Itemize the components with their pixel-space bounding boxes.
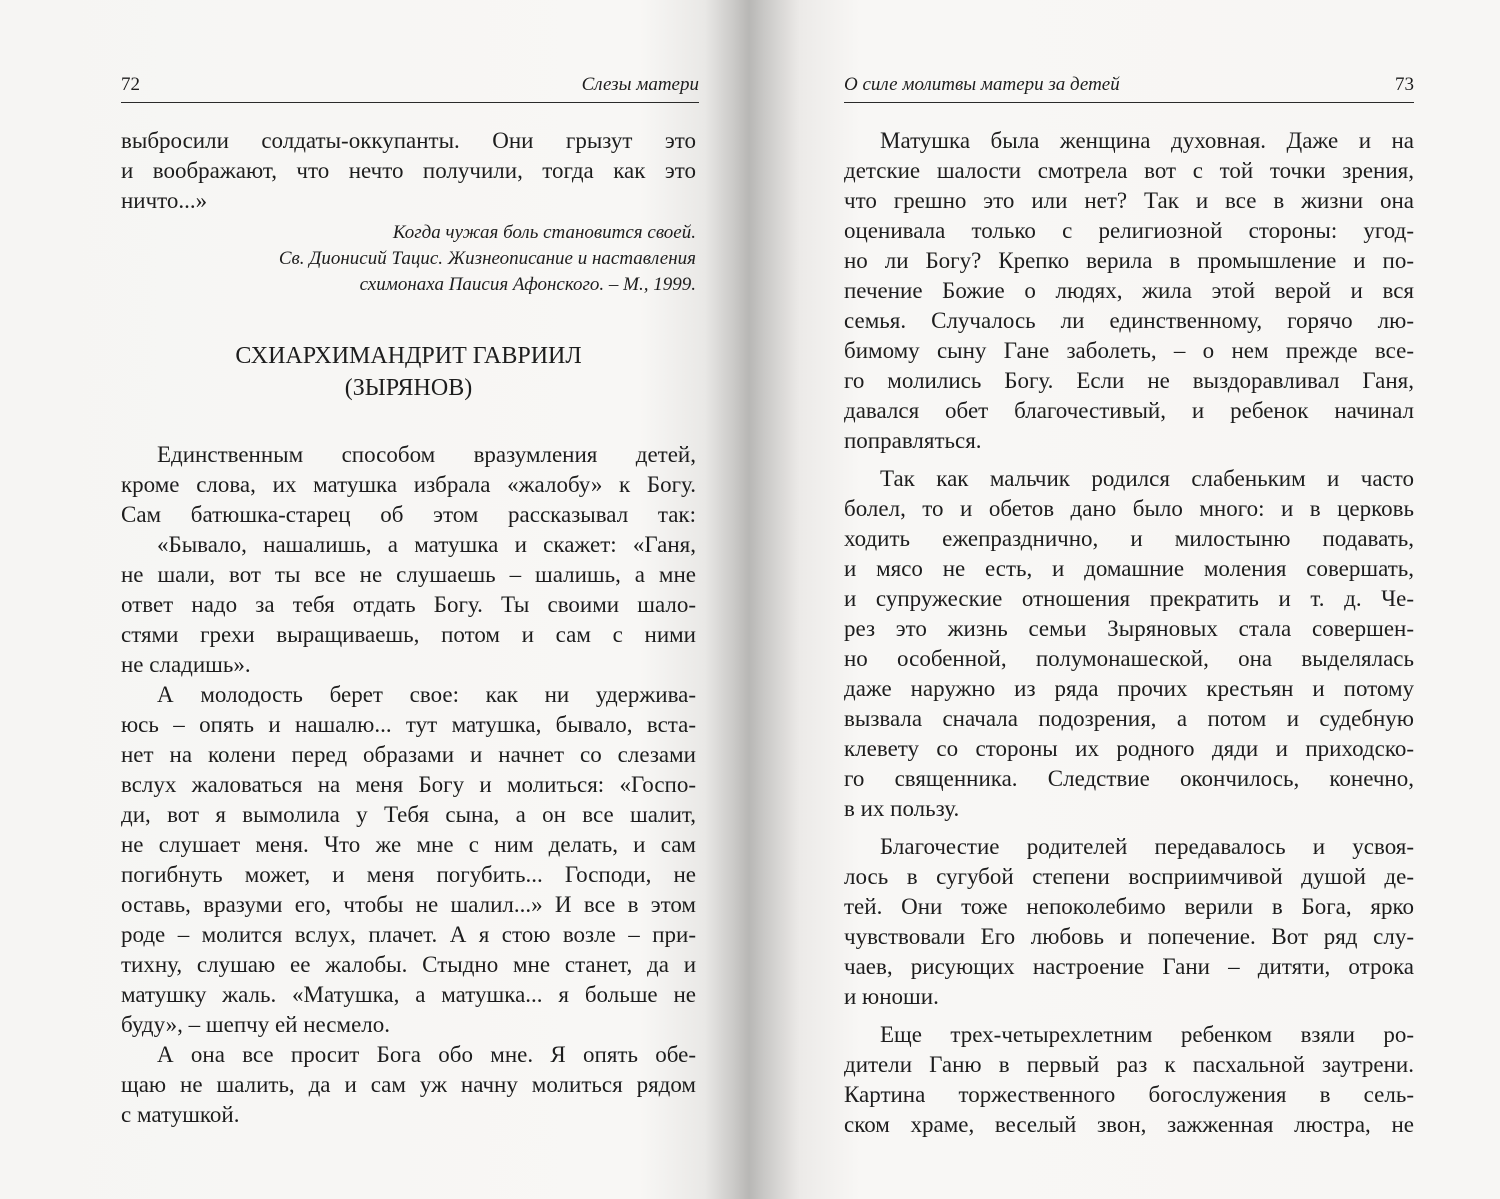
text-line: «Бывало, нашалишь, а матушка и скажет: «Ганя, [157,532,696,557]
left-page-number: 72 [121,74,140,95]
right-page [750,0,1500,1199]
citation-line: схимонаха Паисия Афонского. – М., 1999. [359,274,696,295]
text-line: А она все просит Бога обо мне. Я опять обе- [157,1042,696,1067]
right-paragraph-2 [844,464,1414,824]
citation-block [121,220,696,298]
text-line: оценивала только с религиозной стороны: угод- [844,218,1414,243]
right-running-head [844,74,1414,103]
left-paragraph-4 [121,1040,696,1130]
text-line: Еще трех-четырехлетним ребенком взяли ро- [880,1022,1414,1047]
text-line: чувствовали Его любовь и попечение. Вот ряд слу- [844,924,1414,949]
text-line: рез это жизнь семьи Зыряновых стала совершен- [844,616,1414,641]
text-line: выбросили солдаты-оккупанты. Они грызут это [121,128,696,153]
text-line: Благочестие родителей передавалось и усвоя- [880,834,1414,859]
text-line: тихну, слушаю ее жалобы. Стыдно мне станет, да и [121,952,696,977]
text-line: и мясо не есть, и домашние моления совершать, [844,556,1414,581]
left-running-head [121,74,699,103]
text-line: Единственным способом вразумления детей, [157,442,696,467]
right-paragraph-4 [844,1020,1414,1140]
text-line: А молодость берет свое: как ни удержива- [157,682,696,707]
text-line: матушку жаль. «Матушка, а матушка... я больше не [121,982,696,1007]
text-line: не слушает меня. Что же мне с ним делать, и сам [121,832,696,857]
text-line: поправляться. [844,428,982,453]
right-page-number: 73 [1395,74,1414,95]
text-line: но особенной, полумонашеской, она выделялась [844,646,1414,671]
text-line: го священника. Следствие окончилось, конечно, [844,766,1414,791]
text-line: бимому сыну Гане заболеть, – о нем прежде все- [844,338,1414,363]
text-line: ходить ежепразднично, и милостыню подавать, [844,526,1414,551]
text-line: и воображают, что нечто получили, тогда как это [121,158,696,183]
text-line: кроме слова, их матушка избрала «жалобу» к Богу. [121,472,696,497]
text-line: семья. Случалось ли единственному, горячо лю- [844,308,1414,333]
right-page-text [844,126,1414,1140]
text-line: вслух жаловаться на меня Богу и молиться: «Госпо- [121,772,696,797]
text-line: и супружеские отношения прекратить и т. д. Че- [844,586,1414,611]
text-line: в их пользу. [844,796,960,821]
text-line: буду», – шепчу ей несмело. [121,1012,391,1037]
text-line: роде – молится вслух, плачет. А я стою возле – при- [121,922,696,947]
text-line: чаев, рисующих настроение Гани – дитяти, отрока [844,954,1414,979]
left-paragraph-3 [121,680,696,1040]
text-line: давался обет благочестивый, и ребенок начинал [844,398,1414,423]
text-line: ском храме, веселый звон, зажженная люстра, не [844,1112,1414,1137]
text-line: погибнуть может, и меня погубить... Господи, не [121,862,696,887]
text-line: Матушка была женщина духовная. Даже и на [880,128,1414,153]
text-line: Картина торжественного богослужения в сель- [844,1082,1414,1107]
text-line: с матушкой. [121,1102,240,1127]
text-line: даже наружно из ряда прочих крестьян и потому [844,676,1414,701]
text-line: дители Ганю в первый раз к пасхальной заутрени. [844,1052,1414,1077]
text-line: Сам батюшка-старец об этом рассказывал так: [121,502,696,527]
text-line: болел, то и обетов дано было много: и в церковь [844,496,1414,521]
heading-line: СХИАРХИМАНДРИТ ГАВРИИЛ [235,343,582,369]
citation-line: Св. Дионисий Тацис. Жизнеописание и наставления [278,248,696,269]
right-paragraph-3 [844,832,1414,1012]
chapter-heading [121,340,696,404]
text-line: вызвала сначала подозрения, а потом и судебную [844,706,1414,731]
text-line: стями грехи выращиваешь, потом и сам с ними [121,622,696,647]
right-paragraph-1 [844,126,1414,456]
text-line: оставь, вразуми его, чтобы не шалил...» И все в этом [121,892,696,917]
right-running-title: О силе молитвы матери за детей [844,74,1120,95]
left-page [0,0,749,1199]
text-line: не шали, вот ты все не слушаешь – шалишь, а мне [121,562,696,587]
text-line: что грешно это или нет? Так и все в жизни она [844,188,1414,213]
text-line: го молились Богу. Если не выздоравливал Ганя, [844,368,1414,393]
text-line: детские шалости смотрела вот с той точки зрения, [844,158,1414,183]
text-line: юсь – опять и нашалю... тут матушка, бывало, вста- [121,712,696,737]
text-line: тей. Они тоже непоколебимо верили в Бога, ярко [844,894,1414,919]
left-running-title: Слезы матери [581,74,699,95]
left-page-text [121,126,696,1130]
text-line: ответ надо за тебя отдать Богу. Ты своими шало- [121,592,696,617]
text-line: лось в сугубой степени восприимчивой душой де- [844,864,1414,889]
text-line: Так как мальчик родился слабеньким и часто [880,466,1414,491]
text-line: печение Божие о людях, жила этой верой и вся [844,278,1414,303]
text-line: но ли Богу? Крепко верила в промышление и по- [844,248,1414,273]
text-line: ди, вот я вымолила у Тебя сына, а он все шалит, [121,802,696,827]
text-line: не сладишь». [121,652,251,677]
text-line: клевету со стороны их родного дяди и приходско- [844,736,1414,761]
text-line: нет на колени перед образами и начнет со слезами [121,742,696,767]
text-line: щаю не шалить, да и сам уж начну молиться рядом [121,1072,696,1097]
left-paragraph-1 [121,440,696,530]
text-line: ничто...» [121,188,208,213]
text-line: и юноши. [844,984,939,1009]
left-paragraph-2 [121,530,696,680]
left-opening-paragraph [121,126,696,216]
heading-line: (ЗЫРЯНОВ) [344,375,473,401]
citation-line: Когда чужая боль становится своей. [392,222,696,243]
